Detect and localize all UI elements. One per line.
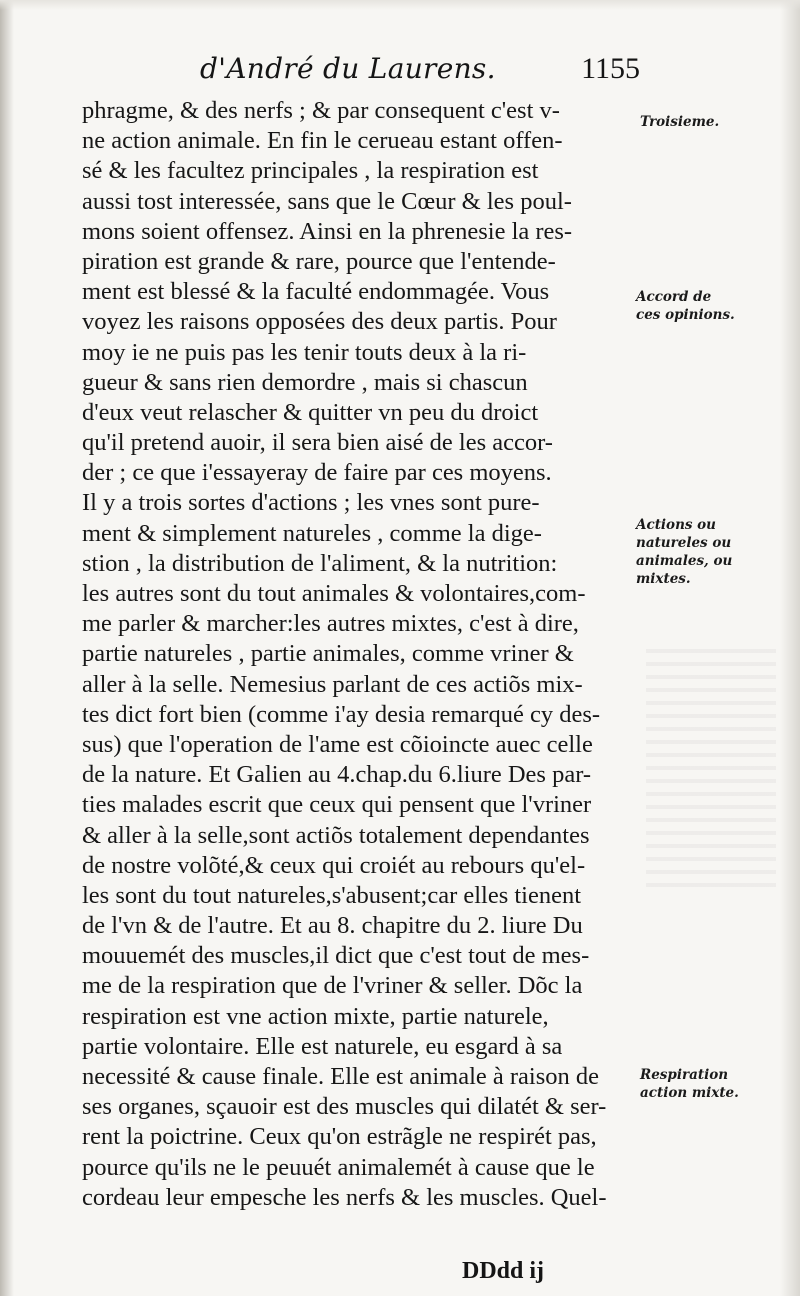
text-line: phragme, & des nerfs ; & par consequent c'est v- bbox=[82, 97, 560, 124]
text-line: ne action animale. En fin le cerueau estant offen- bbox=[82, 127, 563, 155]
text-line: Il y a trois sortes d'actions ; les vnes sont pure- bbox=[82, 489, 540, 517]
text-line: & aller à la selle,sont actiõs totalement dependantes bbox=[82, 821, 590, 849]
text-line: d'eux veut relascher & quitter vn peu du droict bbox=[82, 398, 539, 426]
text-line: de l'vn & de l'autre. Et au 8. chapitre du 2. liure Du bbox=[82, 912, 583, 940]
text-line: les autres sont du tout animales & volontaires,com- bbox=[82, 580, 586, 607]
margin-note-respiration-mixte bbox=[640, 1066, 739, 1102]
signature-mark: DDdd ij bbox=[462, 1258, 545, 1284]
text-line: stion , la distribution de l'aliment, & la nutrition: bbox=[82, 549, 558, 577]
text-line: piration est grande & rare, pource que l'entende- bbox=[82, 247, 556, 275]
margin-note-line: animales, ou bbox=[636, 553, 733, 569]
text-line: gueur & sans rien demordre , mais si chascun bbox=[82, 368, 528, 396]
margin-note-line: natureles ou bbox=[636, 535, 732, 551]
text-line: de la nature. Et Galien au 4.chap.du 6.liure Des par- bbox=[82, 761, 592, 789]
text-line: de nostre volõté,& ceux qui croiét au rebours qu'el- bbox=[82, 851, 586, 879]
text-line: pource qu'ils ne le peuuét animalemét à cause que le bbox=[82, 1153, 595, 1181]
margin-note-line: Respiration bbox=[640, 1067, 729, 1083]
text-line: ment & simplement natureles , comme la dige- bbox=[82, 519, 542, 547]
margin-note-line: Troisieme. bbox=[640, 114, 720, 130]
text-line: moy ie ne puis pas les tenir touts deux à la ri- bbox=[82, 338, 527, 366]
margin-note-line: action mixte. bbox=[640, 1085, 739, 1101]
page-top-edge-shadow bbox=[0, 0, 800, 10]
margin-note-line: Actions ou bbox=[636, 517, 716, 533]
text-line: sus) que l'operation de l'ame est cõioincte auec celle bbox=[82, 730, 593, 758]
page-number: 1155 bbox=[581, 52, 640, 85]
page-right-edge-shadow bbox=[780, 0, 800, 1296]
text-line: tes dict fort bien (comme i'ay desia remarqué cy des- bbox=[82, 700, 601, 728]
text-line: ment est blessé & la faculté endommagée. Vous bbox=[82, 278, 550, 306]
margin-note-actions-types bbox=[636, 516, 732, 588]
bleed-through-texture bbox=[646, 640, 776, 890]
running-title: d'André du Laurens. bbox=[200, 52, 496, 85]
text-line: ties malades escrit que ceux qui pensent que l'vriner bbox=[82, 791, 592, 819]
text-line: me de la respiration que de l'vriner & seller. Dõc la bbox=[82, 972, 583, 1000]
text-line: respiration est vne action mixte, partie naturele, bbox=[82, 1002, 549, 1030]
margin-note-line: Accord de bbox=[636, 289, 712, 305]
text-line: partie volontaire. Elle est naturele, eu esgard à sa bbox=[82, 1032, 563, 1060]
margin-note-troisieme bbox=[640, 113, 719, 131]
page-left-edge-shadow bbox=[0, 0, 14, 1296]
text-line: cordeau leur empesche les nerfs & les muscles. Quel- bbox=[82, 1183, 607, 1211]
text-line: les sont du tout natureles,s'abusent;car elles tienent bbox=[82, 881, 582, 909]
text-line: partie natureles , partie animales, comme vriner & bbox=[82, 640, 574, 668]
text-line: mouuemét des muscles,il dict que c'est tout de mes- bbox=[82, 942, 590, 970]
margin-note-accord-opinions bbox=[636, 288, 735, 324]
page-header bbox=[200, 52, 640, 96]
margin-note-line: mixtes. bbox=[636, 571, 691, 587]
text-line: mons soient offensez. Ainsi en la phrenesie la res- bbox=[82, 217, 573, 245]
text-line: necessité & cause finale. Elle est animale à raison de bbox=[82, 1063, 600, 1090]
text-line: voyez les raisons opposées des deux partis. Pour bbox=[82, 308, 557, 336]
text-line: ses organes, sçauoir est des muscles qui dilatét & ser- bbox=[82, 1093, 607, 1121]
text-line: der ; ce que i'essayeray de faire par ces moyens. bbox=[82, 459, 552, 487]
text-line: sé & les facultez principales , la respiration est bbox=[82, 157, 539, 185]
body-text bbox=[82, 96, 642, 1213]
text-line: me parler & marcher:les autres mixtes, c'est à dire, bbox=[82, 610, 579, 638]
text-line: qu'il pretend auoir, il sera bien aisé de les accor- bbox=[82, 429, 553, 457]
text-line: aussi tost interessée, sans que le Cœur & les poul- bbox=[82, 187, 572, 215]
text-line: rent la poictrine. Ceux qu'on estrãgle ne respirét pas, bbox=[82, 1123, 597, 1151]
text-line: aller à la selle. Nemesius parlant de ces actiõs mix- bbox=[82, 670, 583, 698]
margin-note-line: ces opinions. bbox=[636, 307, 735, 323]
